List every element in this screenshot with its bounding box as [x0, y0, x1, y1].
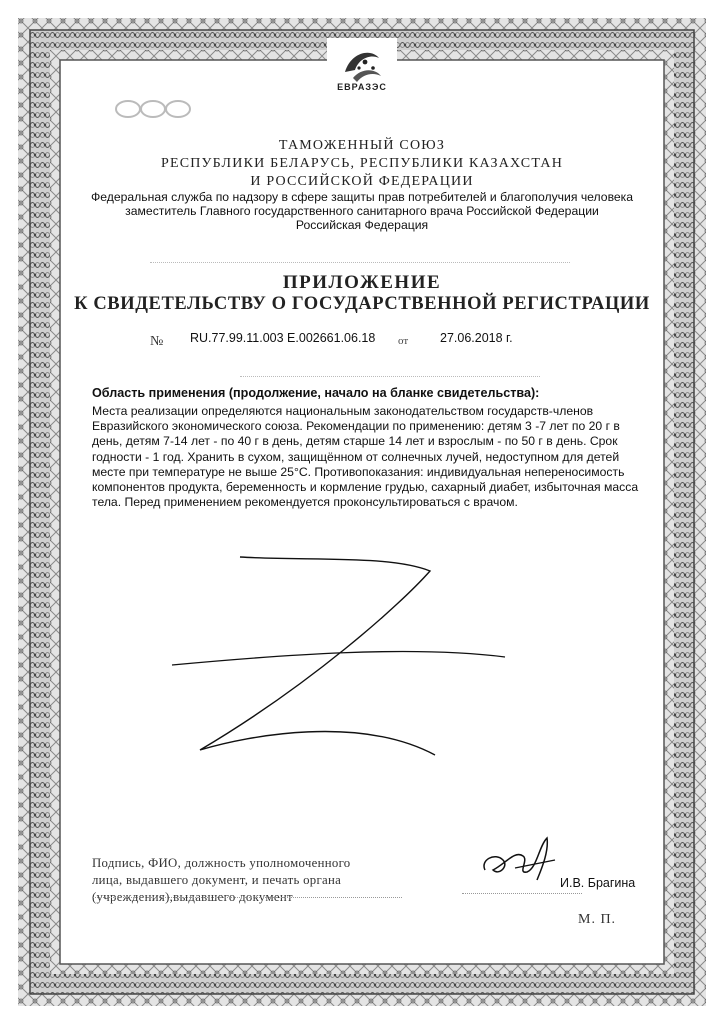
emblem-caption: ЕВРАЗЭС [337, 82, 387, 92]
note-line: (учреждения),выдавшего документ [92, 890, 293, 904]
registration-date: 27.06.2018 г. [440, 331, 513, 345]
text-line: Места реализации определяются национальным законодательством государств-членов [92, 404, 594, 418]
text-line: месте при температуре не выше 25°С. Противопоказания: индивидуальная непереносимость [92, 464, 625, 479]
registration-number: RU.77.99.11.003 Е.002661.06.18 [190, 331, 376, 345]
issuing-country: Российская Федерация [295, 218, 429, 232]
note-line: Подпись, ФИО, должность уполномоченного [92, 856, 351, 870]
note-line: лица, выдавшего документ, и печать органа [92, 873, 342, 887]
blank-space-strike-mark [160, 545, 520, 765]
signature-caption-line [462, 893, 582, 894]
date-label: от [398, 335, 409, 347]
faint-stamp-mark [108, 98, 198, 120]
header-federation: И РОССИЙСКОЙ ФЕДЕРАЦИИ [250, 174, 474, 189]
issuing-official: заместитель Главного государственного санитарного врача Российской Федерации [125, 204, 599, 218]
document-title: ПРИЛОЖЕНИЕ [282, 272, 442, 293]
scope-text [92, 404, 637, 510]
seal-place-mark: М. П. [578, 912, 617, 927]
handwritten-signature-icon [475, 830, 565, 890]
divider [150, 262, 570, 263]
signature-line [92, 897, 402, 898]
text-line: день, детям 7-14 лет - по 40 г в день, детям старше 14 лет и взрослым - по 50 г в день. Срок [92, 434, 618, 449]
header-union: ТАМОЖЕННЫЙ СОЮЗ [278, 138, 446, 153]
text-line: тела. Перед применением рекомендуется проконсультироваться с врачом. [92, 495, 518, 510]
text-line: Евразийского экономического союза. Рекомендации по применению: детям 3 -7 лет по 20 г в [92, 419, 620, 434]
signatory-note [92, 855, 407, 906]
signer-name: И.В. Брагина [560, 876, 636, 890]
number-label: № [150, 334, 164, 349]
issuing-agency: Федеральная служба по надзору в сфере защиты прав потребителей и благополучия человека [90, 190, 634, 204]
divider [240, 376, 540, 377]
header-republics: РЕСПУБЛИКИ БЕЛАРУСЬ, РЕСПУБЛИКИ КАЗАХСТАН [160, 156, 564, 171]
text-line: компонентов продукта, беременность и кормление грудью, сахарный диабет, избыточная масса [92, 480, 639, 495]
document-subtitle: К СВИДЕТЕЛЬСТВУ О ГОСУДАРСТВЕННОЙ РЕГИСТРАЦИИ [74, 294, 650, 314]
section-heading: Область применения (продолжение, начало на бланке свидетельства): [92, 386, 540, 400]
text-line: годности - 1 год. Хранить в сухом, защищённом от солнечных лучей, недоступном для детей [92, 449, 620, 464]
